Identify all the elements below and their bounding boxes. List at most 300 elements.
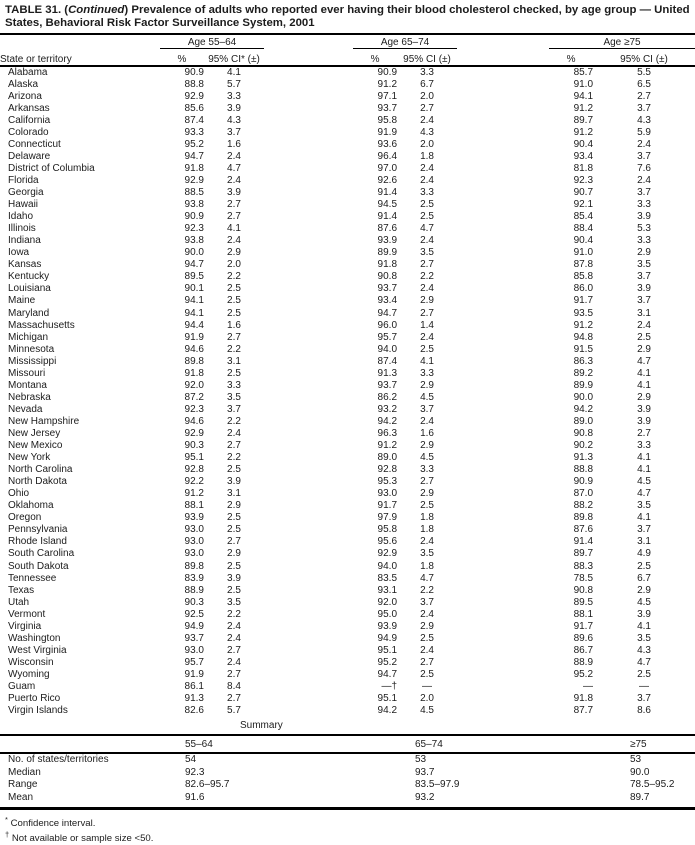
summary-value-65-74: 93.7 (415, 766, 435, 778)
pct-cell-65-74: 95.0 (377, 608, 398, 620)
ci-cell-65-74: 1.4 (420, 319, 434, 331)
pct-cell-55-64: 94.7 (184, 150, 204, 162)
ci-cell-75plus: 4.5 (637, 596, 651, 608)
ci-cell-75plus: 3.1 (637, 536, 651, 548)
table-row (0, 585, 695, 597)
pct-cell-65-74: 93.2 (377, 403, 398, 415)
pct-cell-65-74: 94.0 (377, 560, 398, 572)
pct-cell-75plus: 90.4 (573, 235, 594, 247)
summary-value-75plus: 89.7 (630, 791, 650, 803)
state-name-cell: Michigan (8, 331, 49, 343)
ci-cell-75plus: 4.1 (637, 452, 651, 464)
pct-cell-75plus: 92.1 (573, 199, 594, 211)
pct-cell-55-64: 95.2 (184, 138, 204, 150)
footnotes (0, 810, 695, 845)
state-name-cell: Virgin Islands (8, 705, 68, 717)
pct-cell-65-74: 92.8 (377, 464, 398, 476)
pct-cell-75plus: 86.3 (573, 355, 594, 367)
ci-cell-55-64: 4.7 (227, 162, 241, 174)
pct-cell-65-74: 94.7 (377, 307, 398, 319)
state-name-cell: District of Columbia (8, 162, 95, 174)
ci-cell-65-74: 4.1 (420, 355, 434, 367)
ci-cell-75plus: 3.9 (637, 403, 651, 415)
ci-cell-65-74: 2.7 (420, 656, 434, 668)
ci-cell-55-64: 2.4 (227, 620, 241, 632)
pct-cell-75plus: 91.3 (573, 452, 594, 464)
summary-row-label: No. of states/territories (8, 754, 109, 766)
ci-cell-55-64: 3.9 (227, 187, 241, 199)
summary-value-65-74: 83.5–97.9 (415, 779, 460, 791)
ci-cell-55-64: 4.1 (227, 66, 241, 78)
asterisk-symbol: * (5, 814, 8, 824)
state-name-cell: Massachusetts (8, 319, 75, 331)
pct-cell-75plus: 87.6 (573, 524, 594, 536)
ci-cell-65-74: 3.7 (420, 596, 434, 608)
pct-cell-55-64: 87.2 (184, 391, 204, 403)
pct-cell-75plus: 85.7 (573, 66, 594, 78)
pct-cell-75plus: 94.2 (573, 403, 594, 415)
pct-cell-75plus: 89.7 (573, 548, 594, 560)
pct-cell-65-74: 83.5 (377, 572, 398, 584)
state-name-cell: Pennsylvania (8, 524, 68, 536)
pct-cell-65-74: 95.8 (377, 114, 398, 126)
ci-cell-75plus: 4.7 (637, 656, 651, 668)
ci-cell-55-64: 2.5 (227, 464, 241, 476)
ci-cell-75plus: 4.1 (637, 620, 651, 632)
ci-cell-75plus: — (639, 680, 650, 692)
state-name-cell: Nevada (8, 403, 43, 415)
pct-cell-55-64: 94.7 (184, 259, 204, 271)
pct-cell-55-64: 90.9 (184, 211, 204, 223)
pct-cell-55-64: 95.1 (184, 452, 204, 464)
ci-cell-55-64: 2.5 (227, 560, 241, 572)
pct-cell-55-64: 93.0 (184, 524, 204, 536)
summary-row (0, 792, 695, 808)
pct-cell-75plus: 78.5 (573, 572, 594, 584)
table-row (0, 597, 695, 609)
ci-cell-55-64: 2.2 (227, 343, 241, 355)
table-row (0, 380, 695, 392)
pct-cell-65-74: 93.6 (377, 138, 398, 150)
pct-cell-65-74: 93.0 (377, 488, 398, 500)
pct-cell-75plus: 89.2 (573, 367, 594, 379)
ci-cell-55-64: 3.9 (227, 476, 241, 488)
ci-cell-65-74: 2.9 (420, 620, 434, 632)
state-name-cell: Vermont (8, 608, 46, 620)
ci-cell-65-74: 3.3 (420, 367, 434, 379)
ci-cell-65-74: 1.8 (420, 524, 434, 536)
pct-cell-65-74: 96.3 (377, 428, 398, 439)
pct-cell-75plus: 90.2 (573, 440, 594, 452)
pct-cell-55-64: 91.9 (184, 668, 204, 680)
pct-cell-65-74: 95.2 (377, 656, 398, 668)
ci-cell-65-74: 2.7 (420, 476, 434, 488)
footnote-text: Not available or sample size <50. (11, 833, 154, 845)
ci-cell-55-64: 4.1 (227, 223, 241, 235)
pct-cell-55-64: 92.8 (184, 464, 204, 476)
ci-cell-75plus: 3.9 (637, 415, 651, 427)
table-title-line1 (5, 4, 691, 17)
ci-cell-65-74: 2.2 (420, 584, 434, 596)
ci-cell-65-74: 2.4 (420, 175, 434, 187)
ci-cell-55-64: 3.1 (227, 488, 241, 500)
table-row (0, 573, 695, 585)
ci-cell-65-74: 4.3 (420, 126, 434, 138)
summary-value-55-64: 92.3 (185, 766, 205, 778)
pct-cell-75plus: 85.8 (573, 271, 594, 283)
table-row (0, 66, 695, 79)
table-row (0, 187, 695, 199)
ci-cell-55-64: 2.7 (227, 693, 241, 705)
pct-cell-75plus: 91.2 (573, 126, 594, 138)
pct-cell-55-64: 92.9 (184, 428, 204, 439)
state-name-cell: Kansas (8, 259, 42, 271)
summary-row (0, 753, 695, 767)
ci-cell-55-64: 2.5 (227, 307, 241, 319)
summary-col-header-65-74: 65–74 (415, 735, 630, 753)
pct-cell-55-64: 93.8 (184, 199, 204, 211)
pct-cell-75plus: 81.8 (573, 162, 594, 174)
pct-cell-65-74: 91.4 (377, 211, 398, 223)
ci-cell-65-74: 2.5 (420, 500, 434, 512)
ci-cell-75plus: 5.3 (637, 223, 651, 235)
ci-cell-75plus: 2.7 (637, 90, 651, 102)
ci-cell-55-64: 2.2 (227, 415, 241, 427)
ci-cell-65-74: 3.5 (420, 548, 434, 560)
table-row (0, 344, 695, 356)
ci-cell-75plus: 3.3 (637, 235, 651, 247)
ci-cell-65-74: 2.4 (420, 283, 434, 295)
state-name-cell: Wyoming (8, 668, 50, 680)
ci-cell-55-64: 2.7 (227, 644, 241, 656)
ci-cell-65-74: 2.2 (420, 271, 434, 283)
ci-cell-75plus: 2.9 (637, 247, 651, 259)
ci-cell-65-74: 4.5 (420, 452, 434, 464)
ci-cell-75plus: 2.9 (637, 584, 651, 596)
pct-cell-55-64: 90.0 (184, 247, 204, 259)
state-name-cell: New Hampshire (8, 415, 80, 427)
pct-cell-65-74: 93.9 (377, 620, 398, 632)
age-group-header-55-64: Age 55–64 (160, 35, 264, 49)
ci-cell-75plus: 3.1 (637, 307, 651, 319)
pct-cell-75plus: 91.8 (573, 693, 594, 705)
ci-cell-55-64: 2.7 (227, 199, 241, 211)
ci-cell-65-74: 2.4 (420, 331, 434, 343)
ci-cell-75plus: 3.7 (637, 102, 651, 114)
pct-cell-55-64: 93.9 (184, 512, 204, 524)
pct-cell-75plus: 93.4 (573, 150, 594, 162)
pct-cell-65-74: 89.0 (377, 452, 398, 464)
state-name-cell: New Mexico (8, 440, 63, 452)
pct-cell-65-74: 92.0 (377, 596, 398, 608)
table-row (0, 681, 695, 693)
ci-cell-55-64: 2.5 (227, 512, 241, 524)
pct-cell-55-64: 93.3 (184, 126, 204, 138)
pct-cell-65-74: 87.6 (377, 223, 398, 235)
ci-cell-55-64: 2.4 (227, 235, 241, 247)
summary-col-header-75plus: ≥75 (630, 735, 695, 753)
state-name-cell: Missouri (8, 367, 46, 379)
ci-cell-75plus: 6.5 (637, 78, 651, 90)
ci-cell-65-74: 2.4 (420, 162, 434, 174)
ci-cell-55-64: 2.5 (227, 524, 241, 536)
ci-cell-75plus: 3.3 (637, 440, 651, 452)
pct-cell-65-74: 91.2 (377, 78, 398, 90)
ci-cell-75plus: 4.1 (637, 367, 651, 379)
pct-cell-75plus: — (583, 680, 594, 692)
pct-cell-75plus: 91.2 (573, 102, 594, 114)
pct-cell-65-74: 97.0 (377, 162, 398, 174)
ci-cell-55-64: 3.7 (227, 403, 241, 415)
pct-cell-55-64: 82.6 (184, 705, 204, 717)
ci-cell-75plus: 3.9 (637, 211, 651, 223)
pct-cell-75plus: 89.9 (573, 379, 594, 391)
summary-header (0, 735, 695, 753)
footnote-not-available (5, 829, 695, 845)
state-name-cell: Connecticut (8, 138, 61, 150)
summary-value-75plus: 90.0 (630, 766, 650, 778)
state-name-cell: North Dakota (8, 476, 67, 488)
pct-cell-55-64: 94.6 (184, 343, 204, 355)
ci-cell-65-74: 2.5 (420, 211, 434, 223)
table-row (0, 705, 695, 717)
pct-cell-65-74: 92.9 (377, 548, 398, 560)
table-row (0, 440, 695, 452)
ci-cell-75plus: 3.5 (637, 500, 651, 512)
state-name-cell: Alabama (8, 66, 48, 78)
ci-cell-55-64: 2.5 (227, 295, 241, 307)
state-name-cell: Utah (8, 596, 30, 608)
ci-cell-65-74: 1.6 (420, 428, 434, 439)
ci-cell-75plus: 3.9 (637, 608, 651, 620)
pct-cell-65-74: 86.2 (377, 391, 398, 403)
pct-cell-75plus: 88.9 (573, 656, 594, 668)
table-row (0, 512, 695, 524)
summary-table (0, 734, 695, 809)
ci-cell-55-64: 2.2 (227, 271, 241, 283)
table-row (0, 561, 695, 573)
ci-cell-55-64: 2.9 (227, 548, 241, 560)
ci-cell-55-64: 2.4 (227, 632, 241, 644)
pct-cell-75plus: 89.6 (573, 632, 594, 644)
pct-cell-65-74: 94.2 (377, 705, 398, 717)
pct-cell-75plus: 89.7 (573, 114, 594, 126)
ci-cell-65-74: 3.3 (420, 464, 434, 476)
pct-cell-75plus: 87.7 (573, 705, 594, 717)
ci-cell-75plus: 4.5 (637, 476, 651, 488)
pct-column-header: % (549, 48, 593, 66)
ci-cell-65-74: 2.5 (420, 199, 434, 211)
pct-cell-75plus: 89.5 (573, 596, 594, 608)
pct-cell-75plus: 91.0 (573, 78, 594, 90)
pct-cell-65-74: 91.7 (377, 500, 398, 512)
pct-cell-65-74: 91.2 (377, 440, 398, 452)
pct-cell-75plus: 91.7 (573, 620, 594, 632)
pct-cell-65-74: 95.7 (377, 331, 398, 343)
summary-value-75plus: 78.5–95.2 (630, 779, 675, 791)
state-name-cell: Oregon (8, 512, 42, 524)
ci-column-header: 95% CI* (±) (204, 48, 264, 66)
summary-body (0, 753, 695, 808)
pct-cell-75plus: 93.5 (573, 307, 594, 319)
ci-cell-55-64: 2.4 (227, 656, 241, 668)
ci-cell-65-74: 3.3 (420, 187, 434, 199)
ci-cell-75plus: 3.7 (637, 693, 651, 705)
ci-cell-75plus: 2.5 (637, 668, 651, 680)
ci-cell-65-74: 2.4 (420, 415, 434, 427)
table-row (0, 103, 695, 115)
pct-cell-75plus: 90.8 (573, 428, 594, 439)
pct-cell-75plus: 91.0 (573, 247, 594, 259)
state-name-cell: North Carolina (8, 464, 73, 476)
pct-cell-55-64: 91.3 (184, 693, 204, 705)
ci-cell-75plus: 4.3 (637, 644, 651, 656)
ci-cell-75plus: 4.1 (637, 464, 651, 476)
pct-cell-55-64: 86.1 (184, 680, 204, 692)
pct-cell-75plus: 89.8 (573, 512, 594, 524)
footnote-confidence-interval (5, 814, 695, 830)
state-name-cell: Arizona (8, 90, 42, 102)
state-name-cell: Hawaii (8, 199, 39, 211)
ci-cell-75plus: 3.5 (637, 259, 651, 271)
ci-cell-65-74: 2.7 (420, 259, 434, 271)
pct-cell-65-74: 95.3 (377, 476, 398, 488)
state-name-cell: New Jersey (8, 428, 61, 439)
pct-cell-65-74: 97.1 (377, 90, 398, 102)
ci-cell-65-74: 2.7 (420, 307, 434, 319)
ci-cell-65-74: 2.9 (420, 488, 434, 500)
pct-cell-55-64: 93.8 (184, 235, 204, 247)
ci-cell-55-64: 8.4 (227, 680, 241, 692)
pct-cell-55-64: 88.9 (184, 584, 204, 596)
footnote-text: Confidence interval. (10, 817, 96, 829)
ci-cell-75plus: 4.7 (637, 355, 651, 367)
state-name-cell: Oklahoma (8, 500, 54, 512)
ci-column-header: 95% CI (±) (397, 48, 457, 66)
table-row (0, 295, 695, 307)
summary-value-75plus: 53 (630, 754, 642, 766)
ci-cell-75plus: 3.7 (637, 187, 651, 199)
pct-cell-65-74: 87.4 (377, 355, 398, 367)
table-header (0, 35, 695, 66)
ci-cell-65-74: 2.9 (420, 295, 434, 307)
state-name-cell: Washington (8, 632, 61, 644)
pct-cell-55-64: 94.4 (184, 319, 204, 331)
pct-cell-75plus: 88.4 (573, 223, 594, 235)
ci-cell-75plus: 6.7 (637, 572, 651, 584)
summary-value-65-74: 93.2 (415, 791, 435, 803)
pct-cell-75plus: 88.2 (573, 500, 594, 512)
pct-cell-65-74: 89.9 (377, 247, 398, 259)
pct-cell-75plus: 91.2 (573, 319, 594, 331)
state-name-cell: Ohio (8, 488, 30, 500)
pct-cell-65-74: 95.1 (377, 644, 398, 656)
ci-cell-55-64: 2.4 (227, 175, 241, 187)
pct-cell-65-74: 95.8 (377, 524, 398, 536)
ci-cell-55-64: 2.9 (227, 500, 241, 512)
state-name-cell: West Virginia (8, 644, 67, 656)
summary-section-label: Summary (240, 720, 283, 732)
pct-cell-75plus: 94.8 (573, 331, 594, 343)
state-name-cell: Rhode Island (8, 536, 67, 548)
state-name-cell: Arkansas (8, 102, 50, 114)
summary-header-row (0, 735, 695, 753)
ci-cell-55-64: 5.7 (227, 78, 241, 90)
pct-cell-55-64: 93.0 (184, 536, 204, 548)
pct-cell-65-74: 93.9 (377, 235, 398, 247)
table-row (0, 115, 695, 127)
ci-cell-55-64: 5.7 (227, 705, 241, 717)
ci-cell-55-64: 3.3 (227, 379, 241, 391)
table-row (0, 536, 695, 548)
ci-cell-55-64: 2.2 (227, 452, 241, 464)
pct-cell-55-64: 88.5 (184, 187, 204, 199)
pct-cell-75plus: 90.4 (573, 138, 594, 150)
ci-cell-55-64: 2.4 (227, 428, 241, 439)
state-name-cell: Texas (8, 584, 35, 596)
pct-cell-65-74: 95.6 (377, 536, 398, 548)
ci-cell-65-74: 4.5 (420, 391, 434, 403)
pct-column-header: % (160, 48, 204, 66)
pct-cell-55-64: 89.5 (184, 271, 204, 283)
state-name-cell: Illinois (8, 223, 36, 235)
table-row (0, 500, 695, 512)
table-row (0, 693, 695, 705)
summary-value-65-74: 53 (415, 754, 427, 766)
ci-cell-75plus: 8.6 (637, 705, 651, 717)
ci-cell-55-64: 3.1 (227, 355, 241, 367)
table-row (0, 139, 695, 151)
table-row (0, 271, 695, 283)
ci-cell-75plus: 2.5 (637, 560, 651, 572)
pct-cell-65-74: 92.6 (377, 175, 398, 187)
pct-cell-55-64: 91.8 (184, 367, 204, 379)
dagger-symbol: † (5, 830, 10, 840)
ci-cell-55-64: 2.4 (227, 150, 241, 162)
state-name-cell: Georgia (8, 187, 44, 199)
pct-cell-65-74: 94.7 (377, 668, 398, 680)
table-row (0, 320, 695, 332)
pct-cell-65-74: 93.7 (377, 102, 398, 114)
pct-cell-75plus: 91.7 (573, 295, 594, 307)
ci-cell-65-74: 2.9 (420, 440, 434, 452)
state-name-cell: Florida (8, 175, 39, 187)
table-row (0, 356, 695, 368)
pct-cell-55-64: 87.4 (184, 114, 204, 126)
ci-cell-65-74: 2.5 (420, 632, 434, 644)
ci-cell-65-74: 2.0 (420, 693, 434, 705)
ci-cell-55-64: 2.7 (227, 668, 241, 680)
ci-cell-55-64: 3.5 (227, 596, 241, 608)
pct-cell-55-64: 88.1 (184, 500, 204, 512)
pct-cell-75plus: 90.9 (573, 476, 594, 488)
ci-cell-65-74: 2.5 (420, 343, 434, 355)
ci-cell-65-74: 2.7 (420, 102, 434, 114)
table-body (0, 66, 695, 718)
pct-cell-75plus: 86.7 (573, 644, 594, 656)
state-name-cell: Virginia (8, 620, 42, 632)
pct-cell-55-64: 90.3 (184, 440, 204, 452)
table-row (0, 392, 695, 404)
state-name-cell: Minnesota (8, 343, 55, 355)
age-group-header-75plus: Age ≥75 (549, 35, 695, 49)
ci-cell-75plus: 2.9 (637, 343, 651, 355)
pct-cell-55-64: 85.6 (184, 102, 204, 114)
table-row (0, 416, 695, 428)
pct-cell-75plus: 85.4 (573, 211, 594, 223)
pct-cell-65-74: 94.9 (377, 632, 398, 644)
state-name-cell: Puerto Rico (8, 693, 61, 705)
